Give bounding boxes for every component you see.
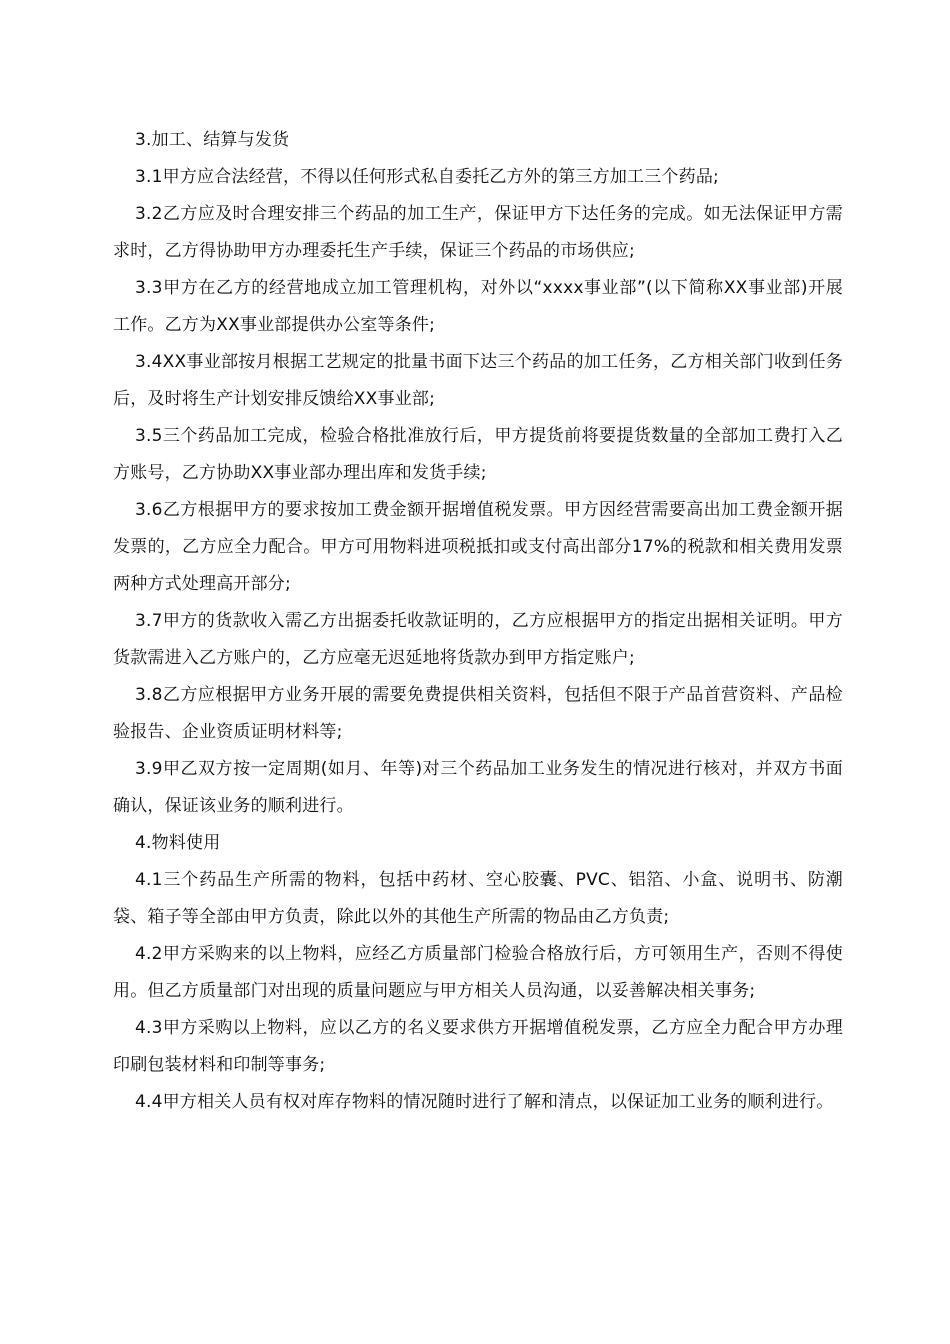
clause-3-7: 3.7甲方的货款收入需乙方出据委托收款证明的，乙方应根据甲方的指定出据相关证明。甲方货款需进入乙方账户的，乙方应毫无迟延地将货款办到甲方指定账户; [113,611,843,668]
clause-3-6: 3.6乙方根据甲方的要求按加工费金额开据增值税发票。甲方因经营需要高出加工费金额开据发票的，乙方应全力配合。甲方可用物料进项税抵扣或支付高出部分17%的税款和相关费用发票两种方式处理高开部分; [113,500,843,594]
clause-4-1: 4.1三个药品生产所需的物料，包括中药材、空心胶囊、PVC、铝箔、小盒、说明书、防潮袋、箱子等全部由甲方负责，除此以外的其他生产所需的物品由乙方负责; [113,870,843,927]
clause-3-1: 3.1甲方应合法经营，不得以任何形式私自委托乙方外的第三方加工三个药品; [135,167,719,187]
clause-3-4: 3.4XX事业部按月根据工艺规定的批量书面下达三个药品的加工任务，乙方相关部门收到任务后，及时将生产计划安排反馈给XX事业部; [113,352,843,409]
clause-3-3: 3.3甲方在乙方的经营地成立加工管理机构，对外以“xxxx事业部”(以下简称XX事业部)开展工作。乙方为XX事业部提供办公室等条件; [113,278,843,335]
section-heading-3: 3.加工、结算与发货 [135,130,290,150]
clause-3-8: 3.8乙方应根据甲方业务开展的需要免费提供相关资料，包括但不限于产品首营资料、产品检验报告、企业资质证明材料等; [113,685,843,742]
clause-3-9: 3.9甲乙双方按一定周期(如月、年等)对三个药品加工业务发生的情况进行核对，并双方书面确认，保证该业务的顺利进行。 [113,759,843,816]
clause-4-4: 4.4甲方相关人员有权对库存物料的情况随时进行了解和清点，以保证加工业务的顺利进行。 [135,1092,834,1112]
document-body [113,122,843,1121]
clause-4-2: 4.2甲方采购来的以上物料，应经乙方质量部门检验合格放行后，方可领用生产，否则不得使用。但乙方质量部门对出现的质量问题应与甲方相关人员沟通，以妥善解决相关事务; [113,944,843,1001]
section-heading-4: 4.物料使用 [135,833,221,853]
clause-3-5: 3.5三个药品加工完成，检验合格批准放行后，甲方提货前将要提货数量的全部加工费打入乙方账号，乙方协助XX事业部办理出库和发货手续; [113,426,843,483]
clause-4-3: 4.3甲方采购以上物料，应以乙方的名义要求供方开据增值税发票，乙方应全力配合甲方办理印刷包装材料和印制等事务; [113,1018,843,1075]
clause-3-2: 3.2乙方应及时合理安排三个药品的加工生产，保证甲方下达任务的完成。如无法保证甲方需求时，乙方得协助甲方办理委托生产手续，保证三个药品的市场供应; [113,204,843,261]
